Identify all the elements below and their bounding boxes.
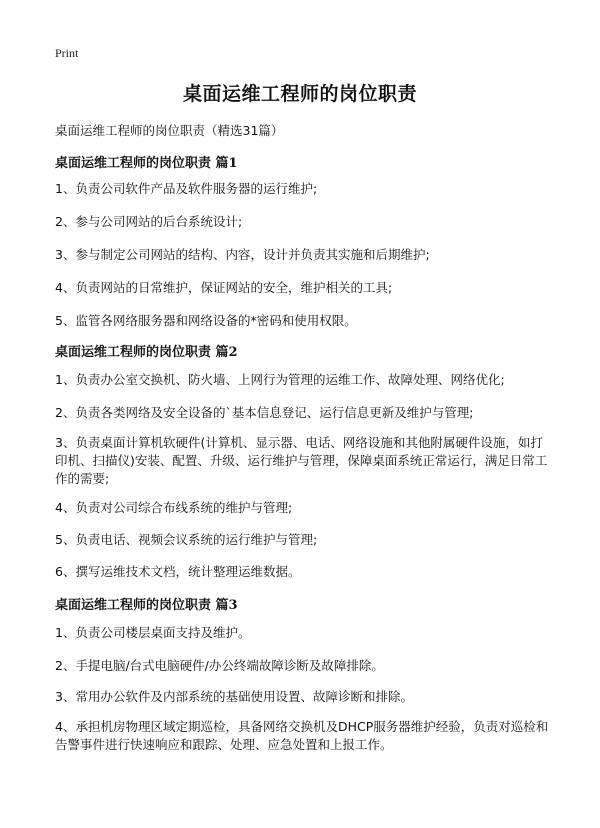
document-title: 桌面运维工程师的岗位职责 [182, 83, 417, 105]
section-heading-3: 桌面运维工程师的岗位职责 篇3 [55, 598, 238, 613]
section-heading-1: 桌面运维工程师的岗位职责 篇1 [55, 156, 238, 171]
list-item: 3、参与制定公司网站的结构、内容，设计并负责其实施和后期维护; [55, 247, 430, 262]
list-item: 4、负责网站的日常维护，保证网站的安全，维护相关的工具; [55, 280, 393, 295]
list-item: 4、承担机房物理区域定期巡检，具备网络交换机及DHCP服务器维护经验，负责对巡检和告警事件进行快速响应和跟踪、处理、应急处置和上报工作。 [55, 719, 549, 752]
document-subtitle: 桌面运维工程师的岗位职责（精选31篇） [55, 123, 284, 138]
list-item: 3、常用办公软件及内部系统的基础使用设置、故障诊断和排除。 [55, 689, 413, 704]
list-item: 1、负责公司软件产品及软件服务器的运行维护; [55, 181, 318, 196]
list-item: 5、负责电话、视频会议系统的运行维护与管理; [55, 532, 318, 547]
list-item: 2、参与公司网站的后台系统设计; [55, 214, 243, 229]
list-item: 1、负责办公室交换机、防火墙、上网行为管理的运维工作、故障处理、网络优化; [55, 372, 505, 387]
list-item: 2、手提电脑/台式电脑硬件/办公终端故障诊断及故障排除。 [55, 658, 384, 673]
list-item: 3、负责桌面计算机软硬件(计算机、显示器、电话、网络设施和其他附属硬件设施，如打印机、扫描仪)安装、配置、升级、运行维护与管理，保障桌面系统正常运行，满足日常工作的需要; [55, 435, 548, 486]
list-item: 6、撰写运维技术文档，统计整理运维数据。 [55, 564, 301, 579]
print-label[interactable]: Print [55, 46, 79, 60]
list-item: 1、负责公司楼层桌面支持及维护。 [55, 625, 251, 640]
list-item: 5、监管各网络服务器和网络设备的*密码和使用权限。 [55, 313, 357, 328]
section-heading-2: 桌面运维工程师的岗位职责 篇2 [55, 345, 238, 360]
list-item: 4、负责对公司综合布线系统的维护与管理; [55, 500, 293, 515]
list-item: 2、负责各类网络及安全设备的`基本信息登记、运行信息更新及维护与管理; [55, 405, 474, 420]
